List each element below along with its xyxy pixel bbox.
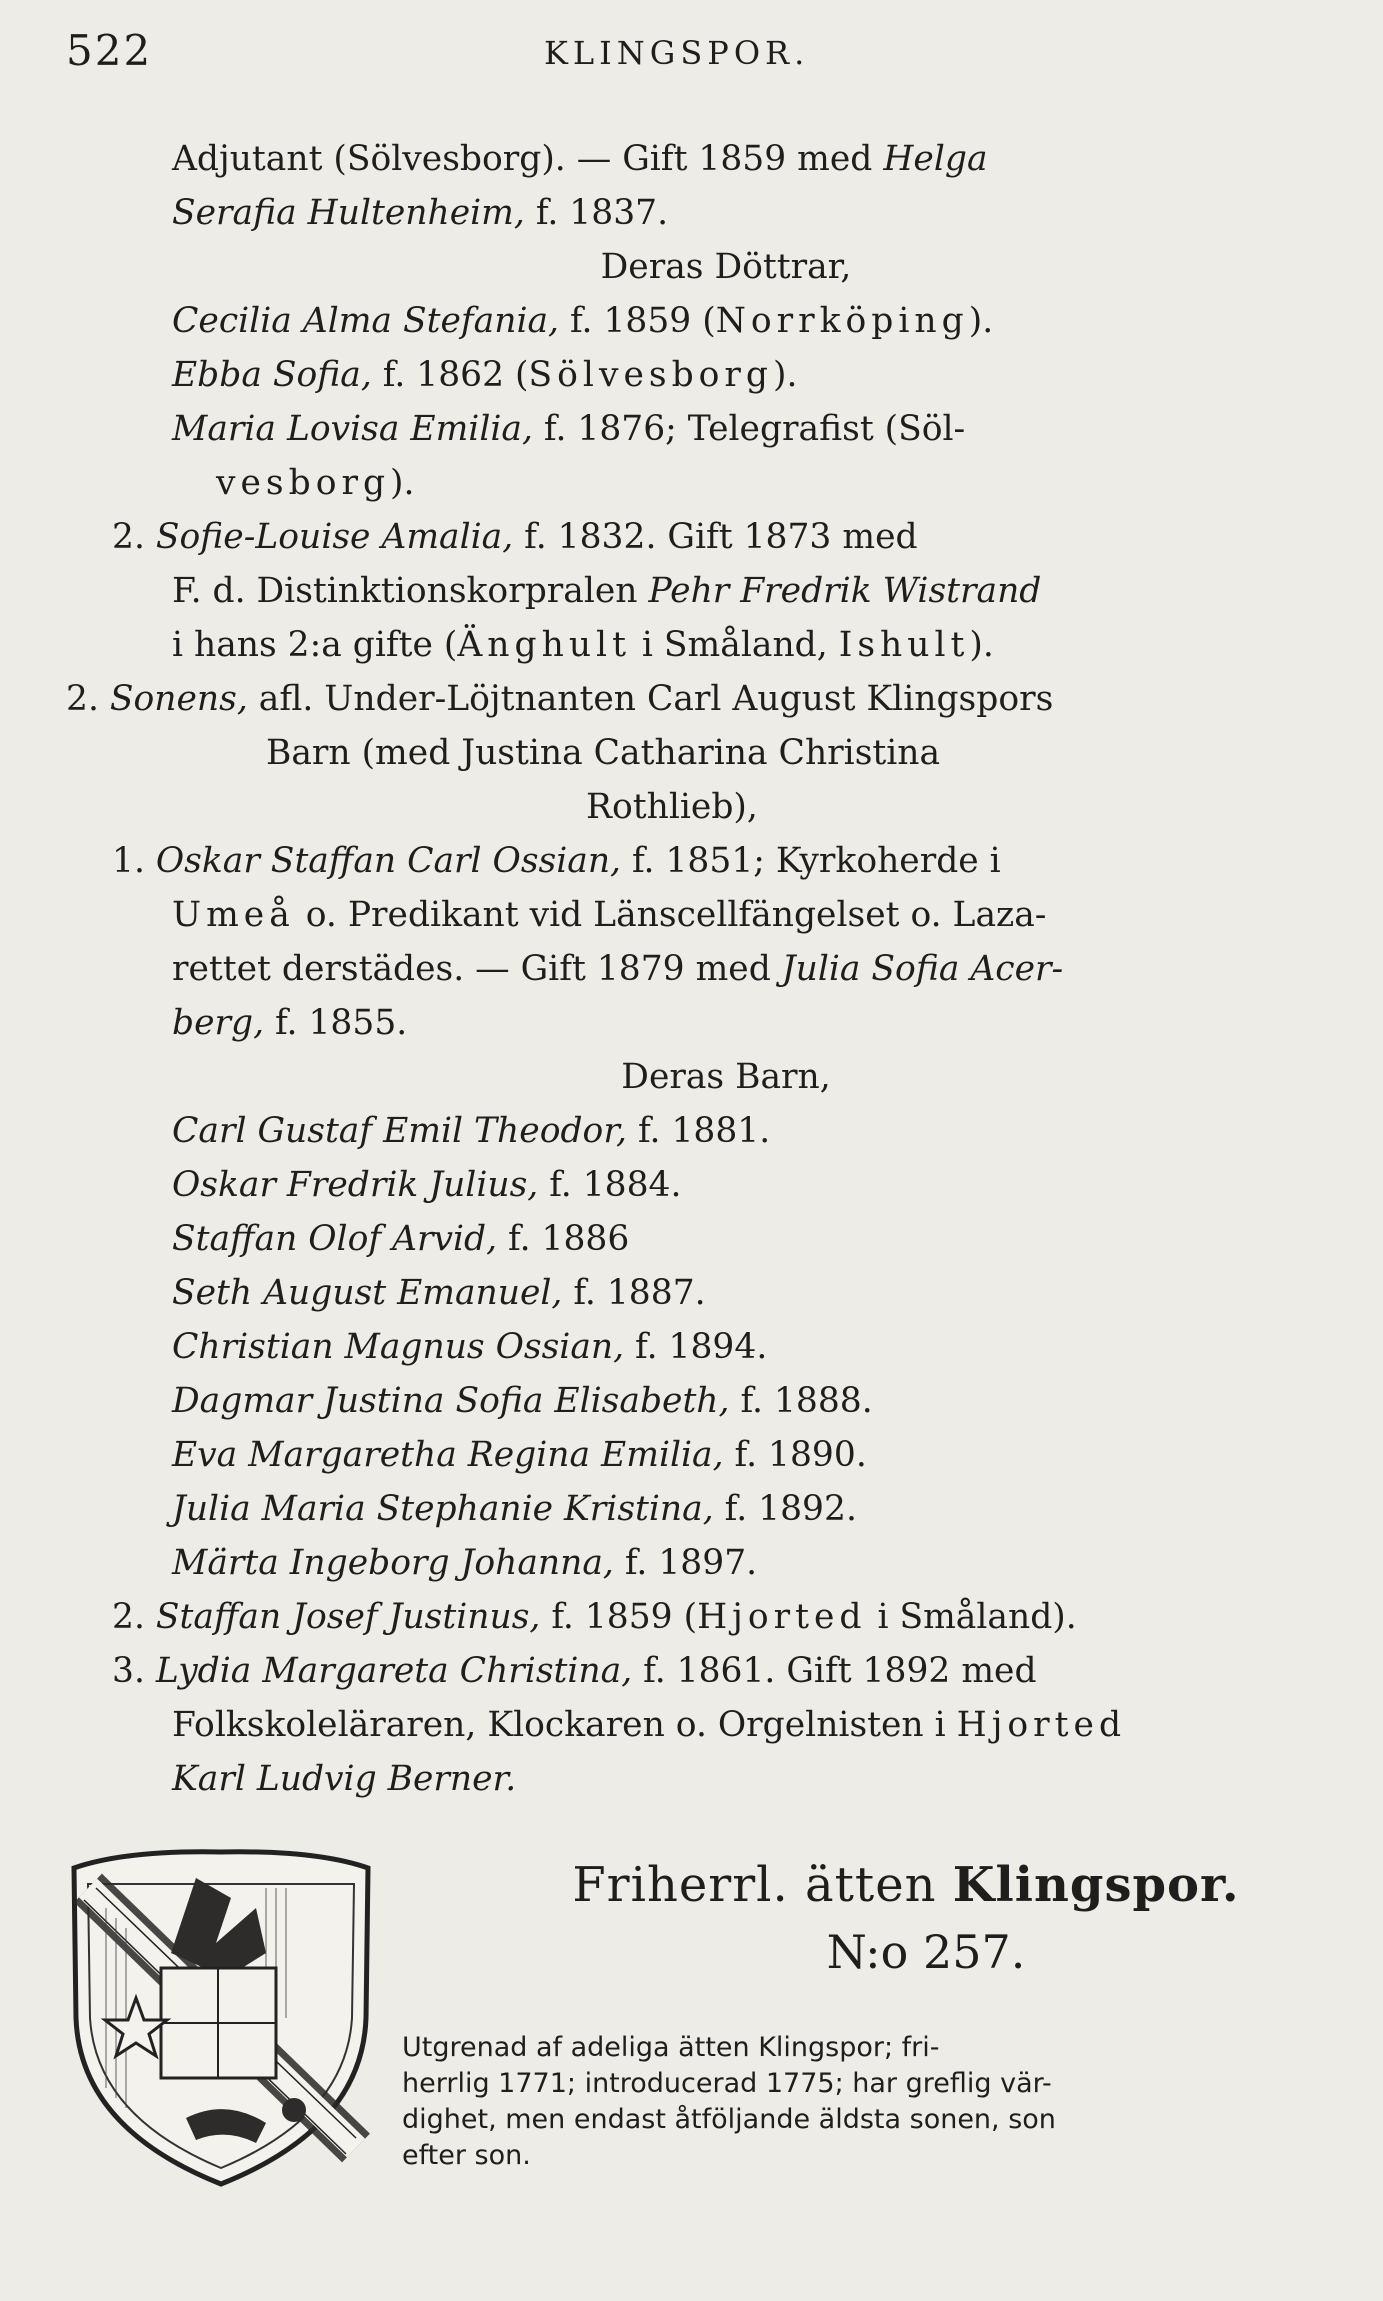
text-line xyxy=(66,1158,1326,1212)
text-line xyxy=(66,510,1326,564)
text-run: 2. xyxy=(112,517,156,557)
text-run: Hjorted xyxy=(697,1597,867,1637)
text-run: Maria Lovisa Emilia, xyxy=(172,409,533,449)
text-run: Rothlieb), xyxy=(586,787,758,827)
text-line xyxy=(66,996,1326,1050)
text-run: i hans 2:a gifte ( xyxy=(172,625,458,665)
text-run: Eva Margaretha Regina Emilia, xyxy=(172,1435,724,1475)
text-run: Staffan Olof Arvid, xyxy=(172,1219,498,1259)
text-run: Sölvesborg xyxy=(528,355,773,395)
text-run: rettet derstädes. — Gift 1879 med xyxy=(172,949,782,989)
text-run: vesborg xyxy=(216,463,391,503)
note-line: herrlig 1771; introducerad 1775; har greflig vär- xyxy=(402,2068,1052,2099)
section-note xyxy=(402,2030,1322,2174)
running-head: KLINGSPOR. xyxy=(544,34,810,72)
text-run: berg, xyxy=(172,1003,265,1043)
text-run: F. d. Distinktionskorpralen xyxy=(172,571,649,611)
text-run: 2. xyxy=(66,679,110,719)
text-run: Deras Barn, xyxy=(621,1057,831,1097)
text-run: f. 1897. xyxy=(613,1543,758,1583)
text-line xyxy=(66,1428,1326,1482)
text-run: Pehr Fredrik Wistrand xyxy=(648,571,1042,611)
text-line xyxy=(66,1050,1326,1104)
note-line: dighet, men endast åtföljande äldsta sonen, son xyxy=(402,2104,1056,2135)
note-line: efter son. xyxy=(402,2140,531,2171)
section-title-prefix: Friherrl. ätten xyxy=(572,1857,953,1913)
text-run: Dagmar Justina Sofia Elisabeth, xyxy=(172,1381,730,1421)
coat-of-arms-emblem xyxy=(66,1848,376,2188)
text-run: ). xyxy=(968,301,994,341)
text-run: ). xyxy=(390,463,415,503)
text-run: ). xyxy=(969,625,994,665)
text-run: f. 1859 ( xyxy=(540,1597,698,1637)
text-line xyxy=(66,1266,1326,1320)
text-run: ). xyxy=(773,355,798,395)
text-run: f. 1884. xyxy=(538,1165,682,1205)
text-run: Julia Sofia Acer- xyxy=(781,949,1064,989)
text-run: Oskar Staffan Carl Ossian, xyxy=(155,841,622,881)
text-run: Staffan Josef Justinus, xyxy=(155,1597,541,1637)
section-heading xyxy=(496,1850,1316,1984)
text-run: Folkskoleläraren, Klockaren o. Orgelnisten i xyxy=(172,1705,957,1745)
text-run: i Småland). xyxy=(866,1597,1077,1637)
text-line xyxy=(66,1752,1326,1806)
text-line xyxy=(66,780,1326,834)
genealogy-text xyxy=(66,132,1326,1806)
text-line xyxy=(66,726,1326,780)
text-run: f. 1892. xyxy=(713,1489,857,1529)
text-line xyxy=(66,294,1326,348)
text-line xyxy=(66,1590,1326,1644)
text-run: f. 1862 ( xyxy=(371,355,529,395)
text-run: Adjutant (Sölvesborg). — Gift 1859 med xyxy=(172,139,884,179)
text-run: Oskar Fredrik Julius, xyxy=(172,1165,539,1205)
text-run: f. 1859 ( xyxy=(559,301,716,341)
text-line xyxy=(66,1644,1326,1698)
page-header xyxy=(66,26,1326,86)
text-run: Seth August Emanuel, xyxy=(172,1273,563,1313)
text-run: Helga xyxy=(883,139,988,179)
text-run: Serafia Hultenheim, xyxy=(172,193,525,233)
text-run: 1. xyxy=(112,841,156,881)
text-run: Hjorted xyxy=(956,1705,1127,1745)
note-line: Utgrenad af adeliga ätten Klingspor; fri- xyxy=(402,2032,940,2063)
text-run: o. Predikant vid Länscellfängelset o. Laza- xyxy=(294,895,1047,935)
text-line xyxy=(66,348,1326,402)
text-run: afl. Under-Löjtnanten Carl August Klingspors xyxy=(247,679,1054,719)
text-line xyxy=(66,618,1326,672)
text-run: Umeå xyxy=(172,895,295,935)
text-run: Deras Döttrar, xyxy=(600,247,852,287)
text-run: Julia Maria Stephanie Kristina, xyxy=(172,1489,714,1529)
text-run: Änghult xyxy=(457,625,631,665)
text-run: 2. xyxy=(112,1597,156,1637)
text-run: Barn (med Justina Catharina Christina xyxy=(266,733,941,773)
text-line xyxy=(66,1212,1326,1266)
text-run: f. 1881. xyxy=(627,1111,771,1151)
text-run: f. 1832. Gift 1873 med xyxy=(513,517,918,557)
text-run: Cecilia Alma Stefania, xyxy=(172,301,560,341)
text-line xyxy=(66,456,1326,510)
text-run: Ebba Sofia, xyxy=(172,355,372,395)
text-run: 3. xyxy=(112,1651,156,1691)
text-run: f. 1888. xyxy=(729,1381,873,1421)
text-run: Ishult xyxy=(838,625,970,665)
text-line xyxy=(66,402,1326,456)
text-run: Sonens, xyxy=(109,679,248,719)
text-run: Norrköping xyxy=(715,301,969,341)
text-run: f. 1887. xyxy=(562,1273,706,1313)
text-run: Sofie-Louise Amalia, xyxy=(155,517,514,557)
section-title-name: Klingspor. xyxy=(952,1857,1240,1913)
text-line xyxy=(66,186,1326,240)
section-title xyxy=(496,1850,1316,1920)
text-line xyxy=(66,1104,1326,1158)
text-run: Lydia Margareta Christina, xyxy=(155,1651,633,1691)
text-run: i Småland, xyxy=(630,625,839,665)
text-line xyxy=(66,834,1326,888)
text-line xyxy=(66,1320,1326,1374)
text-run: Christian Magnus Ossian, xyxy=(172,1327,625,1367)
text-line xyxy=(66,132,1326,186)
text-run: Karl Ludvig Berner. xyxy=(172,1759,517,1799)
text-run: f. 1837. xyxy=(524,193,669,233)
text-run: Carl Gustaf Emil Theodor, xyxy=(172,1111,627,1151)
text-run: f. 1861. Gift 1892 med xyxy=(632,1651,1037,1691)
text-line xyxy=(66,942,1326,996)
text-run: f. 1851; Kyrkoherde i xyxy=(621,841,1001,881)
text-run: f. 1890. xyxy=(723,1435,867,1475)
text-run: f. 1876; Telegrafist (Söl- xyxy=(532,409,966,449)
text-run: Märta Ingeborg Johanna, xyxy=(172,1543,614,1583)
page-number: 522 xyxy=(66,26,153,75)
text-line xyxy=(66,564,1326,618)
text-line xyxy=(66,240,1326,294)
text-run: f. 1894. xyxy=(624,1327,768,1367)
text-run: f. 1886 xyxy=(497,1219,630,1259)
text-line xyxy=(66,672,1326,726)
section-number: N:o 257. xyxy=(826,1925,1026,1979)
text-line xyxy=(66,1698,1326,1752)
text-line xyxy=(66,1374,1326,1428)
text-line xyxy=(66,1482,1326,1536)
text-run: f. 1855. xyxy=(264,1003,408,1043)
text-line xyxy=(66,1536,1326,1590)
text-line xyxy=(66,888,1326,942)
